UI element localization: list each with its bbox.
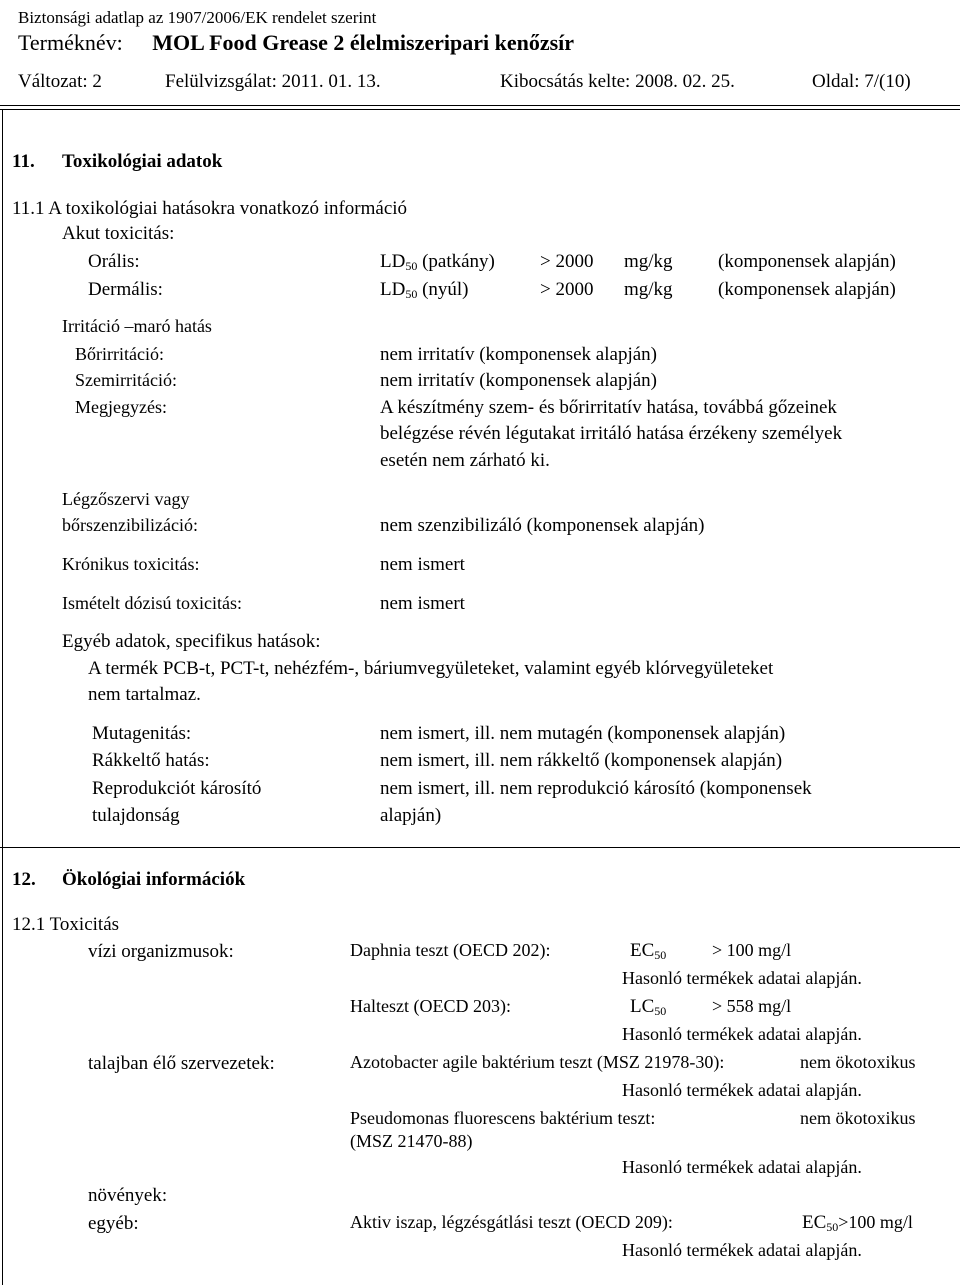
fish-test: Halteszt (OECD 203): — [350, 996, 511, 1016]
sensitisation-label-2: bőrszenzibilizáció: — [62, 515, 198, 535]
product-name-line — [18, 32, 574, 54]
similar-products-3: Hasonló termékek adatai alapján. — [622, 1080, 862, 1100]
note-line-3: esetén nem zárható ki. — [380, 450, 550, 471]
carcinogenicity-label: Rákkeltő hatás: — [92, 750, 210, 771]
oral-value: > 2000 — [540, 251, 594, 272]
fish-lc50: $LC_{50}$ — [630, 996, 667, 1018]
acute-toxicity-label: Akut toxicitás: — [62, 223, 175, 244]
section-12-number: 12. — [12, 869, 36, 890]
other-organisms-label: egyéb: — [88, 1213, 139, 1234]
sludge-ec50: $EC_{50}>100$ mg/l — [802, 1212, 913, 1234]
other-data-label: Egyéb adatok, specifikus hatások: — [62, 631, 321, 652]
pseudomonas-test-2: (MSZ 21470-88) — [350, 1131, 473, 1151]
oral-ld: $LD_{50}$ (patkány) — [380, 251, 495, 273]
dermal-basis: (komponensek alapján) — [718, 279, 896, 300]
other-data-line-2: nem tartalmaz. — [88, 684, 201, 705]
sensitisation-label-1: Légzőszervi vagy — [62, 489, 190, 509]
daphnia-value: > 100 mg/l — [712, 940, 792, 960]
similar-products-4: Hasonló termékek adatai alapján. — [622, 1157, 862, 1177]
issue-date: Kibocsátás kelte: 2008. 02. 25. — [500, 71, 735, 92]
note-label: Megjegyzés: — [75, 397, 167, 417]
reproductive-label-1: Reprodukciót károsító — [92, 778, 262, 799]
eye-irritation-value: nem irritatív (komponensek alapján) — [380, 370, 657, 391]
similar-products-5: Hasonló termékek adatai alapján. — [622, 1240, 862, 1260]
pseudomonas-test-1: Pseudomonas fluorescens baktérium teszt: — [350, 1108, 656, 1128]
daphnia-ec50: $EC_{50}$ — [630, 940, 667, 962]
reproductive-value-1: nem ismert, ill. nem reprodukció károsító (komponensek — [380, 778, 812, 799]
similar-products-2: Hasonló termékek adatai alapján. — [622, 1024, 862, 1044]
section-12-1-heading: 12.1 Toxicitás — [12, 914, 120, 935]
section-11-1-heading: 11.1 A toxikológiai hatásokra vonatkozó információ — [12, 198, 408, 219]
chronic-toxicity-value: nem ismert — [380, 554, 465, 575]
repeated-dose-label: Ismételt dózisú toxicitás: — [62, 593, 242, 613]
section-11-number: 11. — [12, 151, 35, 172]
note-line-2: belégzése révén légutakat irritáló hatása érzékeny személyek — [380, 423, 843, 444]
note-line-1: A készítmény szem- és bőrirritatív hatása, továbbá gőzeinek — [380, 397, 837, 418]
azotobacter-test: Azotobacter agile baktérium teszt (MSZ 21978-30): — [350, 1052, 725, 1072]
header-rule-1 — [0, 105, 960, 106]
oral-basis: (komponensek alapján) — [718, 251, 896, 272]
section-divider — [0, 847, 960, 848]
dermal-value: > 2000 — [540, 279, 594, 300]
repeated-dose-value: nem ismert — [380, 593, 465, 614]
product-name: MOL Food Grease 2 élelmiszeripari kenőzsír — [152, 30, 575, 55]
version: Változat: 2 — [18, 71, 102, 92]
daphnia-test: Daphnia teszt (OECD 202): — [350, 940, 551, 960]
header-rule-2 — [0, 109, 960, 110]
aquatic-label: vízi organizmusok: — [88, 941, 234, 962]
mutagenicity-label: Mutagenitás: — [92, 723, 192, 744]
document-type: Biztonsági adatlap az 1907/2006/EK rendelet szerint — [18, 8, 377, 27]
activated-sludge-test: Aktiv iszap, légzésgátlási teszt (OECD 209): — [350, 1212, 673, 1232]
other-data-line-1: A termék PCB-t, PCT-t, nehézfém-, báriumvegyületeket, valamint egyéb klórvegyületeket — [88, 658, 774, 679]
eye-irritation-label: Szemirritáció: — [75, 370, 177, 390]
skin-irritation-value: nem irritatív (komponensek alapján) — [380, 344, 657, 365]
product-label: Terméknév: — [18, 30, 123, 55]
azotobacter-value: nem ökotoxikus — [800, 1052, 916, 1072]
page-number: Oldal: 7/(10) — [812, 71, 911, 92]
mutagenicity-value: nem ismert, ill. nem mutagén (komponensek alapján) — [380, 723, 786, 744]
oral-unit: mg/kg — [624, 251, 673, 272]
dermal-label: Dermális: — [88, 279, 163, 300]
oral-label: Orális: — [88, 251, 140, 272]
dermal-ld: $LD_{50}$ (nyúl) — [380, 279, 469, 301]
section-11-heading: Toxikológiai adatok — [62, 151, 223, 172]
pseudomonas-value: nem ökotoxikus — [800, 1108, 916, 1128]
dermal-unit: mg/kg — [624, 279, 673, 300]
sensitisation-value: nem szenzibilizáló (komponensek alapján) — [380, 515, 705, 536]
carcinogenicity-value: nem ismert, ill. nem rákkeltő (komponensek alapján) — [380, 750, 783, 771]
reproductive-label-2: tulajdonság — [92, 805, 180, 826]
reproductive-value-2: alapján) — [380, 805, 442, 826]
revision-date: Felülvizsgálat: 2011. 01. 13. — [165, 71, 381, 92]
irritation-label: Irritáció –maró hatás — [62, 316, 212, 336]
chronic-toxicity-label: Krónikus toxicitás: — [62, 554, 200, 574]
skin-irritation-label: Bőrirritáció: — [75, 344, 164, 364]
soil-organisms-label: talajban élő szervezetek: — [88, 1053, 275, 1074]
left-border — [2, 110, 3, 1285]
similar-products-1: Hasonló termékek adatai alapján. — [622, 968, 862, 988]
plants-label: növények: — [88, 1185, 168, 1206]
section-12-heading: Ökológiai információk — [62, 869, 246, 890]
fish-value: > 558 mg/l — [712, 996, 792, 1016]
